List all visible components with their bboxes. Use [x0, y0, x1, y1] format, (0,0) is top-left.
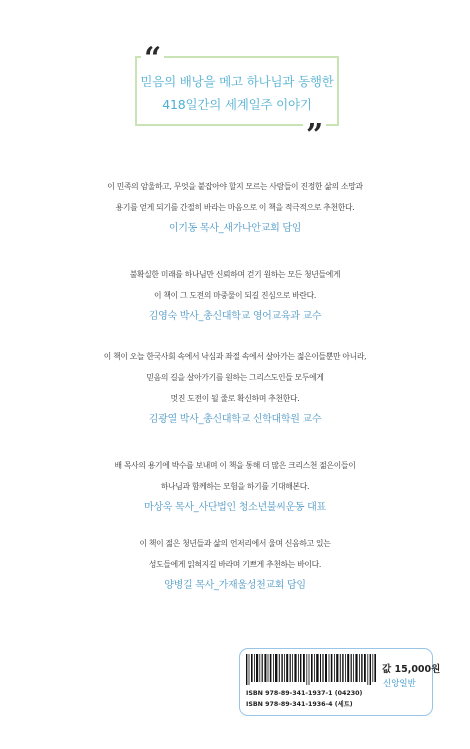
endorsement-text: 하나님과 함께하는 모험을 하기를 기대해본다.: [160, 482, 310, 491]
endorsement-author: 김영숙 박사_총신대학교 영어교육과 교수: [148, 311, 322, 322]
endorsement-text: 불확실한 미래를 하나님만 신뢰하며 걷기 원하는 모든 청년들에게: [129, 270, 341, 279]
endorsement-text: 이 책이 젊은 청년들과 삶의 언저리에서 울며 신음하고 있는: [139, 539, 331, 548]
endorsement-text: 이 책이 그 도전의 마중물이 되길 진심으로 바란다.: [153, 291, 317, 300]
endorsement-text: 이 책이 오늘 한국사회 속에서 낙심과 좌절 속에서 살아가는 젊은이들뿐만 아니라,: [103, 352, 367, 361]
quote-box: [135, 56, 339, 126]
isbn-set: ISBN 978-89-341-1936-4 (세트): [246, 701, 353, 708]
endorsement-text: 성도들에게 읽혀지길 바라며 기쁘게 추천하는 바이다.: [148, 560, 322, 569]
barcode-icon: [246, 654, 376, 685]
tagline-line-1: 믿음의 배낭을 메고 하나님과 동행한: [140, 74, 334, 89]
endorsement-author: 김광열 박사_총신대학교 신학대학원 교수: [148, 414, 322, 425]
endorsement-5: [0, 533, 470, 595]
endorsement-text: 배 목사의 용기에 박수를 보내며 이 책을 통해 더 많은 크리스천 젊은이들이: [114, 461, 356, 470]
open-quote-icon: “: [141, 44, 164, 74]
category-label: 신앙일반: [383, 679, 416, 689]
endorsement-text: 멋진 도전이 될 줄로 확신하며 추천한다.: [170, 394, 300, 403]
endorsement-2: [0, 264, 470, 326]
endorsement-text: 용기를 얻게 되기를 간절히 바라는 마음으로 이 책을 적극적으로 추천한다.: [115, 203, 355, 212]
endorsement-1: [0, 176, 470, 238]
isbn-volume: ISBN 978-89-341-1937-1 (04230): [246, 690, 363, 697]
endorsement-author: 양병길 목사_가재울성천교회 담임: [164, 580, 306, 591]
endorsement-text: 이 민족의 암울하고, 무엇을 붙잡아야 할지 모르는 사람들이 진정한 삶의 소망과: [107, 182, 363, 191]
endorsement-author: 마상욱 목사_사단법인 청소년불씨운동 대표: [144, 502, 326, 513]
endorsement-3: [0, 346, 470, 429]
price-label: 값 15,000원: [382, 664, 441, 675]
endorsement-4: [0, 455, 470, 517]
endorsement-author: 이기동 목사_새가나안교회 담임: [168, 223, 302, 234]
tagline-line-2: 418일간의 세계일주 이야기: [162, 97, 312, 112]
endorsement-text: 믿음의 길을 살아가기를 원하는 그리스도인들 모두에게: [146, 373, 324, 382]
close-quote-icon: ”: [303, 121, 326, 151]
